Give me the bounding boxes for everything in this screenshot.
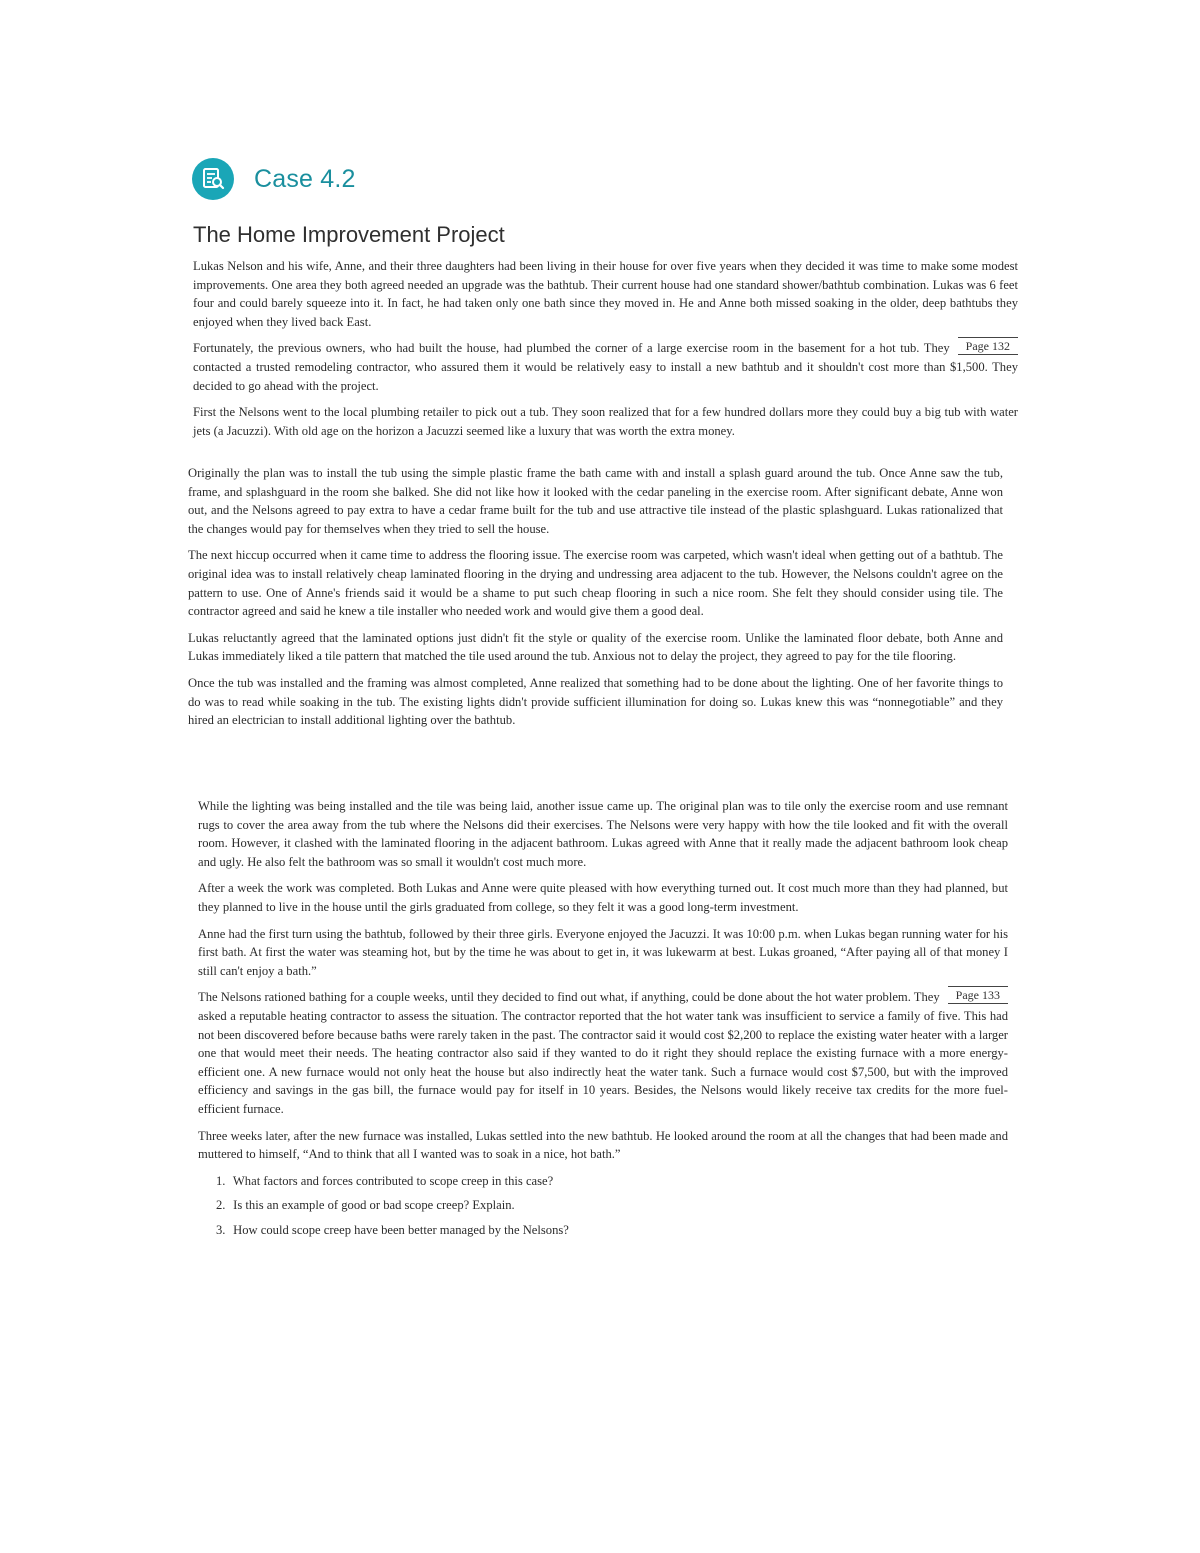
- text-block-2: [188, 464, 1003, 738]
- question-item: 3. How could scope creep have been better managed by the Nelsons?: [216, 1222, 569, 1237]
- paragraph: Three weeks later, after the new furnace was installed, Lukas settled into the new bathtub. He looked around the room at all the changes that had been made and muttered to himself, “And to think that all I wanted was to soak in a nice, hot bath.”: [198, 1128, 1008, 1162]
- paragraph: Originally the plan was to install the tub using the simple plastic frame the bath came with and install a splash guard around the tub. Once Anne saw the tub, frame, and splashguard in the room she balked. She did not like how it looked with the cedar paneling in the exercise room. After significant debate, Anne won out, and the Nelsons agreed to pay extra to have a cedar frame built for the tub and use attractive tile instead of the plastic splashguard. Lukas rationalized that the changes would pay for themselves when they tried to sell the house.: [188, 466, 1003, 536]
- text-block-3: [198, 797, 1008, 1245]
- case-label: Case 4.2: [254, 164, 356, 193]
- paragraph: Anne had the first turn using the bathtub, followed by their three girls. Everyone enjoyed the Jacuzzi. It was 10:00 p.m. when Lukas began running water for his first bath. At first the water was steaming hot, but by the time he was about to get in, it was lukewarm at best. Lukas groaned, “After paying all of that money I still can't enjoy a bath.”: [198, 926, 1008, 978]
- paragraph: After a week the work was completed. Both Lukas and Anne were quite pleased with how everything turned out. It cost much more than they had planned, but they planned to live in the house until the girls graduated from college, so they felt it was a good long-term investment.: [198, 881, 1008, 914]
- case-title: The Home Improvement Project: [193, 222, 505, 247]
- paragraph-text: The Nelsons rationed bathing for a couple weeks, until they decided to find out what, if anything, could be done about the hot water problem. They asked a reputable heating contractor to assess the situation. The contractor reported that the hot water tank was insufficient to service a family of five. This had not been discovered before because baths were rarely taken in the past. The contractor said it would cost $2,200 to replace the existing water heater with a larger one that would meet their needs. The heating contractor also said if they wanted to do it right they should replace the existing furnace with a more energy-efficient one. A new furnace would not only heat the house but also indirectly heat the water tank. Such a furnace would cost $7,500, but with the improved efficiency and savings in the gas bill, the furnace would pay for itself in 10 years. Besides, the Nelsons would likely receive tax credits for the more fuel-efficient furnace.: [198, 990, 1008, 1116]
- paragraph: The next hiccup occurred when it came time to address the flooring issue. The exercise room was carpeted, which wasn't ideal when getting out of a bathtub. The original idea was to install relatively cheap laminated flooring in the drying and undressing area adjacent to the tub. However, the Nelsons couldn't agree on the pattern to use. One of Anne's friends said it would be a shame to put such cheap flooring in such a nice room. She felt they should consider using tile. The contractor agreed and said he knew a tile installer who needed work and would give them a good deal.: [188, 548, 1003, 619]
- paragraph: Lukas Nelson and his wife, Anne, and their three daughters had been living in their house for over five years when they decided it was time to make some modest improvements. One area they both agreed needed an upgrade was the bathtub. Their current house had one standard shower/bathtub combination. Lukas was 6 feet four and could barely squeeze into it. In fact, he had taken only one bath since they moved in. He and Anne both missed soaking in the older, deep bathtubs they enjoyed when they lived back East.: [193, 259, 1018, 329]
- paragraph: First the Nelsons went to the local plumbing retailer to pick out a tub. They soon realized that for a few hundred dollars more they could buy a big tub with water jets (a Jacuzzi). With old age on the horizon a Jacuzzi seemed like a luxury that was worth the extra money.: [193, 405, 1018, 438]
- paragraph: Once the tub was installed and the framing was almost completed, Anne realized that something had to be done about the lighting. One of her favorite things to do was to read while soaking in the tub. The existing lights didn't provide sufficient illumination for doing so. Lukas knew this was “nonnegotiable” and they hired an electrician to install additional lighting over the bathtub.: [188, 675, 1003, 728]
- paragraph: [198, 988, 1008, 1118]
- question-item: 2. Is this an example of good or bad scope creep? Explain.: [216, 1198, 515, 1213]
- text-block-1: [193, 257, 1018, 448]
- page-marker: Page 132: [958, 337, 1018, 355]
- case-header: [192, 158, 356, 200]
- paragraph-text: Fortunately, the previous owners, who had built the house, had plumbed the corner of a large exercise room in the basement for a hot tub. They contacted a trusted remodeling contractor, who assured them it would be relatively easy to install a new bathtub and it shouldn't cost more than $1,500. They decided to go ahead with the project.: [193, 341, 1018, 393]
- question-item: 1. What factors and forces contributed to scope creep in this case?: [216, 1173, 554, 1188]
- case-document-search-icon: [192, 158, 234, 200]
- discussion-questions: [198, 1172, 1008, 1240]
- page-marker: Page 133: [948, 986, 1008, 1004]
- paragraph: [193, 339, 1018, 395]
- paragraph: Lukas reluctantly agreed that the laminated options just didn't fit the style or quality of the exercise room. Unlike the laminated floor debate, both Anne and Lukas immediately liked a tile pattern that matched the tile used around the tub. Anxious not to delay the project, they agreed to pay for the tile flooring.: [188, 630, 1003, 664]
- paragraph: While the lighting was being installed and the tile was being laid, another issue came up. The original plan was to tile only the exercise room and use remnant rugs to cover the area away from the tub where the Nelsons did their exercises. The Nelsons were very happy with how the tile looked and fit with the overall room. However, it clashed with the laminated flooring in the adjacent bathroom. Lukas agreed with Anne that it really made the adjacent bathroom look cheap and ugly. He also felt the bathroom was so small it wouldn't cost much more.: [198, 799, 1008, 869]
